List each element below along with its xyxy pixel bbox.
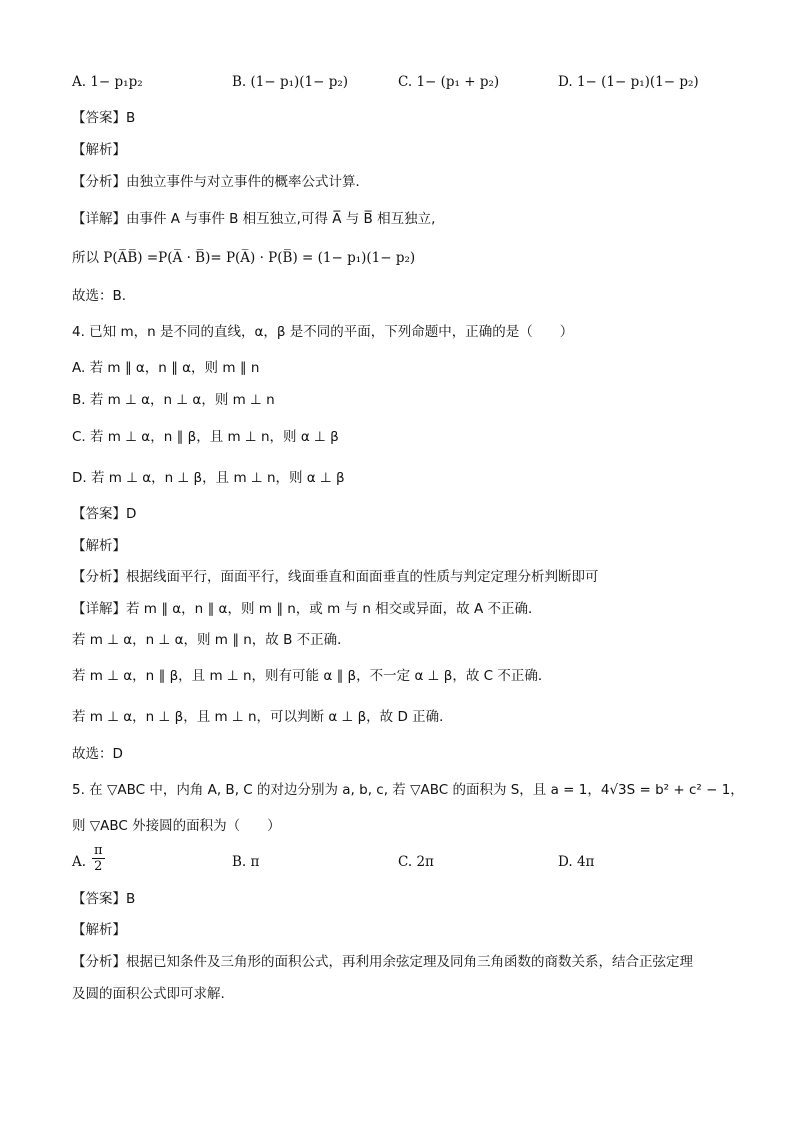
option-text: 1− (p₁ + p₂)	[416, 74, 500, 90]
q4-analysis-heading: 【解析】	[72, 538, 126, 554]
q4-option-b: B. 若 m ⊥ α，n ⊥ α，则 m ⊥ n	[72, 392, 275, 408]
option-text: (1− p₁)(1− p₂)	[250, 74, 349, 90]
option-label: A.	[72, 854, 87, 870]
q3-fenxi: 【分析】由独立事件与对立事件的概率公式计算．	[72, 174, 369, 190]
q3-answer: 【答案】B	[72, 110, 136, 126]
q3-xiangjie: 【详解】由事件 A 与事件 B 相互独立,可得 A̅ 与 B̅ 相互独立,	[72, 211, 436, 227]
option-label: B.	[232, 74, 247, 90]
q3-option-a	[72, 72, 143, 92]
q4-xiangjie-4: 若 m ⊥ α，n ⊥ β，且 m ⊥ n，可以判断 α ⊥ β，故 D 正确．	[72, 709, 453, 725]
q5-option-c	[398, 852, 434, 872]
q3-option-b	[232, 72, 348, 92]
fraction-numerator: π	[94, 843, 103, 858]
q3-conclusion: 故选：B.	[72, 288, 127, 304]
option-label: D.	[558, 854, 573, 870]
q5-option-b	[232, 852, 259, 872]
q5-fenxi-line2: 及圆的面积公式即可求解.	[72, 986, 225, 1002]
option-label: D.	[558, 74, 573, 90]
q5-option-d	[558, 852, 594, 872]
q5-analysis-heading: 【解析】	[72, 922, 126, 938]
option-text: 4π	[576, 854, 595, 870]
q4-option-a: A. 若 m ∥ α，n ∥ α，则 m ∥ n	[72, 360, 260, 376]
fraction-denominator: 2	[94, 859, 103, 874]
q4-option-d: D. 若 m ⊥ α，n ⊥ β，且 m ⊥ n，则 α ⊥ β	[72, 470, 345, 486]
q4-xiangjie-2: 若 m ⊥ α，n ⊥ α，则 m ∥ n，故 B 不正确．	[72, 632, 351, 648]
q5-answer: 【答案】B	[72, 891, 136, 907]
option-label: A.	[72, 74, 87, 90]
q4-answer: 【答案】D	[72, 506, 137, 522]
q3-option-c	[398, 72, 499, 92]
q5-stem-line2: 则 ▽ABC 外接圆的面积为（ ）	[72, 818, 281, 834]
q3-option-d	[558, 72, 699, 92]
option-label: C.	[398, 854, 413, 870]
option-text: 2π	[416, 854, 434, 870]
q5-option-a-fraction	[92, 843, 105, 874]
q4-conclusion: 故选：D	[72, 746, 123, 762]
q4-xiangjie-1: 【详解】若 m ∥ α，n ∥ α，则 m ∥ n，或 m 与 n 相交或异面，故 A 不正确．	[72, 601, 542, 617]
q3-formula: 所以 P(A̅B̅) =P(A̅ · B̅)= P(A̅) · P(B̅) = (1− p₁)(1− p₂)	[72, 250, 416, 266]
option-label: B.	[232, 854, 247, 870]
q3-analysis-heading: 【解析】	[72, 142, 126, 158]
option-label: C.	[398, 74, 413, 90]
q5-stem-line1: 5. 在 ▽ABC 中，内角 A, B, C 的对边分别为 a, b, c, 若 ▽ABC 的面积为 S，且 a = 1，4√3S = b² + c² − 1，	[72, 782, 744, 798]
option-text: π	[250, 854, 260, 870]
q4-fenxi: 【分析】根据线面平行，面面平行，线面垂直和面面垂直的性质与判定定理分析判断即可	[72, 569, 599, 585]
q5-fenxi-line1: 【分析】根据已知条件及三角形的面积公式，再利用余弦定理及同角三角函数的商数关系，结合正弦定理	[72, 954, 693, 970]
option-text: 1− (1− p₁)(1− p₂)	[576, 74, 699, 90]
q5-option-a	[72, 852, 86, 872]
q4-stem: 4. 已知 m，n 是不同的直线，α，β 是不同的平面，下列命题中，正确的是（ ）	[72, 324, 574, 340]
q4-option-c: C. 若 m ⊥ α，n ∥ β，且 m ⊥ n，则 α ⊥ β	[72, 429, 339, 445]
q4-xiangjie-3: 若 m ⊥ α，n ∥ β，且 m ⊥ n，则有可能 α ∥ β，不一定 α ⊥ β，故 C 不正确．	[72, 668, 552, 684]
option-text: 1− p₁p₂	[90, 74, 143, 90]
